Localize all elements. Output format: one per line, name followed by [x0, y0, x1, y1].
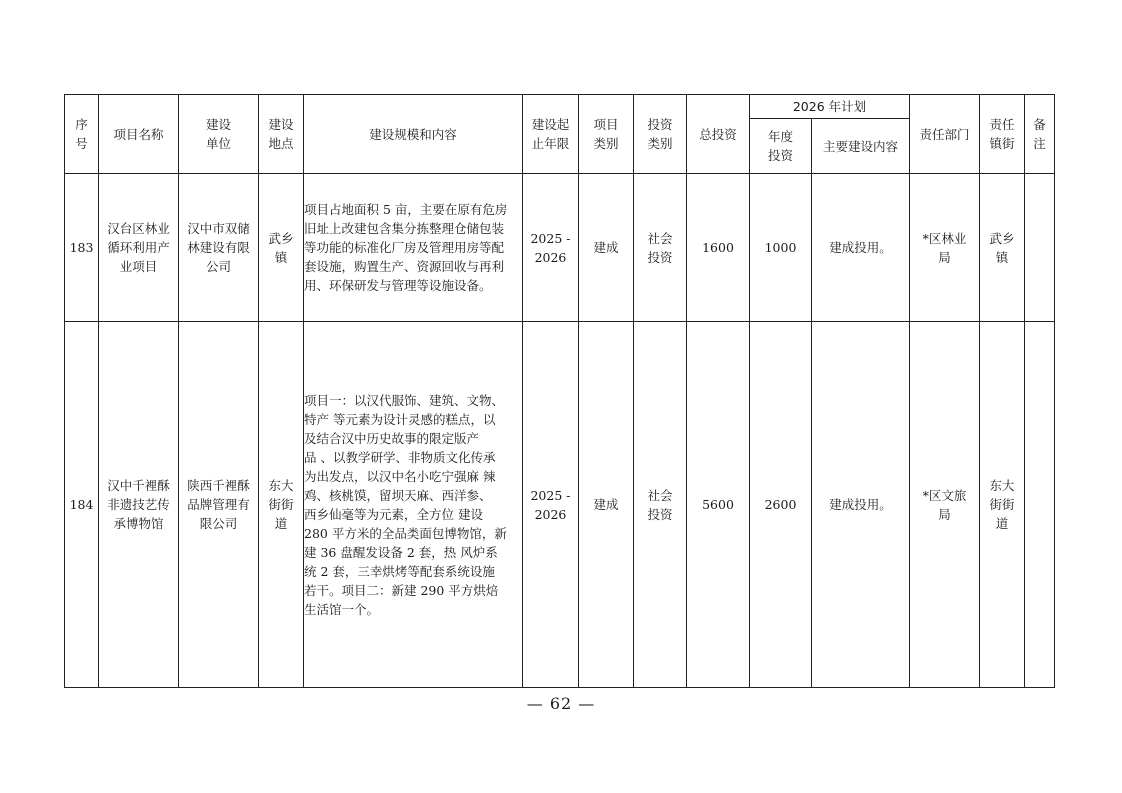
cell-investment-type: 社会 投资 — [634, 174, 687, 322]
header-project-type: 项目 类别 — [579, 95, 634, 174]
page-number: — 62 — — [526, 694, 596, 713]
header-period: 建设起 止年限 — [523, 95, 579, 174]
cell-note — [1025, 322, 1055, 688]
cell-responsible-street: 东大 街街 道 — [980, 322, 1025, 688]
cell-scope: 项目占地面积 5 亩，主要在原有危房 旧址上改建包含集分拣整理仓储包装 等功能的标准化厂房及管理用房等配 套设施，购置生产、资源回收与再利 用、环保研发与管理等设施设备。 — [304, 174, 523, 322]
cell-total-investment: 1600 — [687, 174, 750, 322]
cell-seq: 184 — [65, 322, 99, 688]
header-investment-type: 投资 类别 — [634, 95, 687, 174]
cell-main-content: 建成投用。 — [812, 174, 910, 322]
header-total-investment: 总投资 — [687, 95, 750, 174]
cell-construction-unit: 汉中市双储 林建设有限 公司 — [179, 174, 259, 322]
header-scope: 建设规模和内容 — [304, 95, 523, 174]
cell-responsible-street: 武乡 镇 — [980, 174, 1025, 322]
cell-note — [1025, 174, 1055, 322]
header-annual-investment: 年度 投资 — [750, 119, 812, 174]
header-responsible-street: 责任 镇街 — [980, 95, 1025, 174]
header-seq: 序 号 — [65, 95, 99, 174]
cell-total-investment: 5600 — [687, 322, 750, 688]
cell-project-name: 汉台区林业 循环利用产 业项目 — [99, 174, 179, 322]
cell-responsible-dept: *区文旅 局 — [910, 322, 980, 688]
cell-responsible-dept: *区林业 局 — [910, 174, 980, 322]
header-row-top — [65, 95, 1055, 119]
header-location: 建设 地点 — [259, 95, 304, 174]
cell-investment-type: 社会 投资 — [634, 322, 687, 688]
cell-scope: 项目一：以汉代服饰、建筑、文物、 特产 等元素为设计灵感的糕点，以 及结合汉中历史故事的限定版产 品 、以教学研学、非物质文化传承 为出发点，以汉中名小吃宁强麻 辣 鸡、核桃馍，留坝天麻、西洋参、 西乡仙毫等为元素，全方位 建设 280 平方米的全品类面包博物馆，新 建 36 盘醒发设备 2 套，热 风炉系 统 2 套，三幸烘烤等配套系统设施 若干。项目二：新建 290 平方烘焙 生活馆一个。 — [304, 322, 523, 688]
cell-construction-unit: 陕西千裡酥 品牌管理有 限公司 — [179, 322, 259, 688]
cell-annual-investment: 2600 — [750, 322, 812, 688]
cell-project-type: 建成 — [579, 322, 634, 688]
cell-period: 2025 - 2026 — [523, 322, 579, 688]
project-table — [64, 94, 1055, 688]
header-main-content: 主要建设内容 — [812, 119, 910, 174]
cell-seq: 183 — [65, 174, 99, 322]
cell-main-content: 建成投用。 — [812, 322, 910, 688]
cell-annual-investment: 1000 — [750, 174, 812, 322]
cell-project-name: 汉中千裡酥 非遗技艺传 承博物馆 — [99, 322, 179, 688]
cell-location: 东大 街街 道 — [259, 322, 304, 688]
header-project-name: 项目名称 — [99, 95, 179, 174]
header-note: 备 注 — [1025, 95, 1055, 174]
table-row — [65, 322, 1055, 688]
header-responsible-dept: 责任部门 — [910, 95, 980, 174]
table-row — [65, 174, 1055, 322]
header-plan-group: 2026 年计划 — [750, 95, 910, 119]
header-construction-unit: 建设 单位 — [179, 95, 259, 174]
cell-period: 2025 - 2026 — [523, 174, 579, 322]
cell-location: 武乡 镇 — [259, 174, 304, 322]
cell-project-type: 建成 — [579, 174, 634, 322]
